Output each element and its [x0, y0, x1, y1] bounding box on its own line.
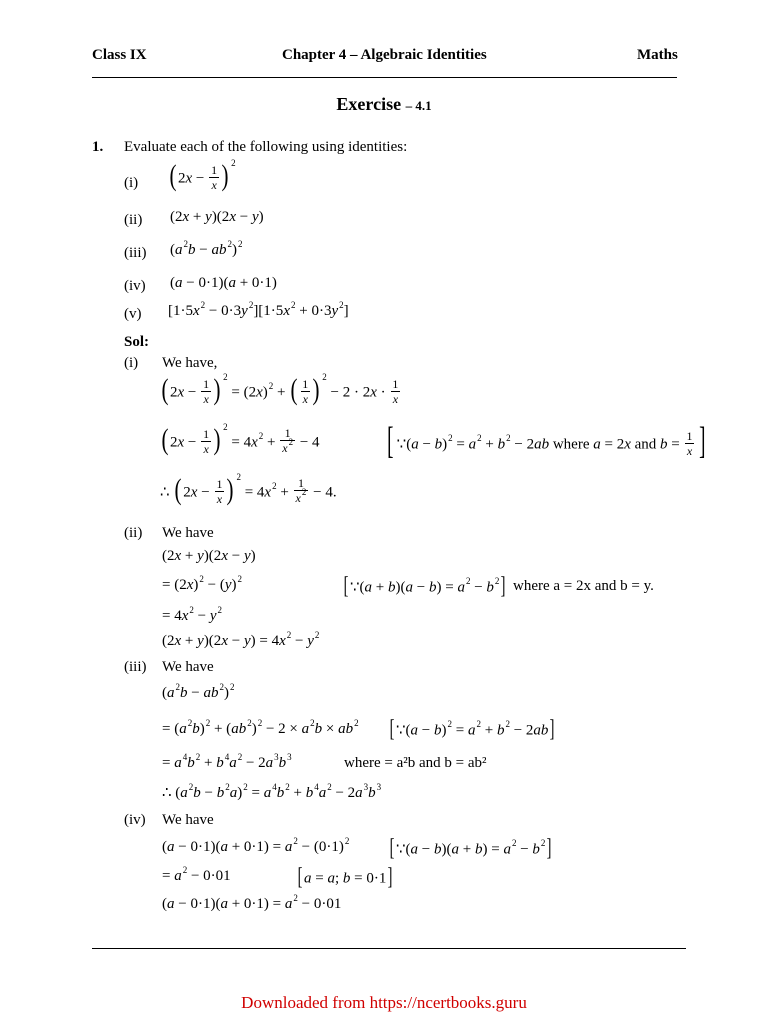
sol-iii-intro: We have	[162, 659, 214, 675]
math-sol-iii-1: $(a^2b - ab^2)^2$	[162, 682, 235, 701]
math-sol-iv-1: $(a - 0\cdot 1)(a + 0\cdot 1) = a^2 - (0\cdot 1)^2$	[162, 836, 350, 855]
math-sol-iii-4: ∴ $(a^2b - b^2a)^2 = a^4b^2 + b^4a^2 - 2a^3b^3$	[162, 782, 382, 801]
math-q-iii: $(a^2b - ab^2)^2$	[170, 239, 243, 258]
math-sol-iv-2: = $a^2 - 0\cdot 01$	[162, 865, 231, 884]
math-sol-ii-3: = $4x^2 - y^2$	[162, 605, 223, 624]
question-number: 1.	[92, 139, 104, 155]
math-identity-i: [ ∵(a − $b)^2 = a^2 + b^2 - 2ab$ where a = 2x and b = $\frac{1}{x}$ ]	[387, 420, 706, 462]
math-sol-ii-1: (2x + y)(2x − y)	[162, 548, 256, 564]
header-class: Class IX	[92, 47, 147, 63]
part-label-ii: (ii)	[124, 212, 143, 228]
header-rule	[92, 77, 677, 78]
header-subject: Maths	[637, 47, 678, 63]
math-identity-iv: [ ∵(a − $b)(a + b) = a^2 - b^2$]	[389, 835, 552, 861]
question-text: Evaluate each of the following using identities:	[124, 139, 408, 155]
footer-rule	[92, 948, 686, 949]
math-sol-i-2: ( 2x − $\frac{1}{x}$ ) $^2 = 4x^2$ + $\frac{1}{x^2}$ − 4	[161, 422, 320, 456]
sol-label: Sol:	[124, 334, 150, 350]
exercise-title-sub: – 4.1	[405, 98, 432, 113]
math-identity-ii: [ ∵(a + $b)(a - b) = a^2 - b^2$]	[343, 573, 506, 599]
math-sol-iv-3: $(a - 0\cdot 1)(a + 0\cdot 1) = a^2 - 0\cdot 01$	[162, 893, 342, 912]
math-sol-i-3: ∴ ( 2x − $\frac{1}{x}$ ) $^2 = 4x^2$ + $\frac{1}{x^2}$ − 4.	[160, 472, 337, 506]
sol-ii-intro: We have	[162, 525, 214, 541]
part-label-v: (v)	[124, 306, 142, 322]
math-sol-i-1: ( 2x − $\frac{1}{x}$ ) $^2 = (2x)^2$ + ( $\frac{1}{x}$ ) $^2$ − 2 · 2x · $\frac{1}{x}$	[161, 372, 399, 406]
math-sol-ii-4: $(2x + y)(2x - y) = 4x^2 - y^2$	[162, 630, 320, 649]
math-sol-iii-3: = $a^4b^2 + b^4a^2 - 2a^3b^3$	[162, 752, 292, 771]
math-q-v: $[1\cdot 5x^2 - 0\cdot 3y^2][1\cdot 5x^2 + 0\cdot 3y^2]$	[168, 300, 349, 319]
sol-iii-note: where = a²b and b = ab²	[344, 755, 487, 771]
math-q-iv: (a − 0·1)(a + 0·1)	[170, 275, 277, 291]
math-identity-iv-sub: [ a = a; b = 0·1]	[297, 864, 393, 890]
math-sol-ii-2: = $(2x)^2 - (y)^2$	[162, 574, 243, 593]
sol-i-label: (i)	[124, 355, 139, 371]
math-sol-iii-2: = $(a^2b)^2 + (ab^2)^2 - 2 \times a^2b \times ab^2$	[162, 718, 359, 737]
sol-iv-intro: We have	[162, 812, 214, 828]
sol-iv-label: (iv)	[124, 812, 146, 828]
header-chapter: Chapter 4 – Algebraic Identities	[282, 47, 487, 63]
sol-ii-note: where a = 2x and b = y.	[513, 578, 654, 594]
footer-download-link[interactable]: Downloaded from https://ncertbooks.guru	[241, 993, 527, 1012]
sol-ii-label: (ii)	[124, 525, 143, 541]
part-label-i: (i)	[124, 175, 139, 191]
math-q-ii: (2x + y)(2x − y)	[170, 209, 264, 225]
math-identity-iii: [ ∵(a − $b)^2 = a^2 + b^2 - 2ab$]	[389, 716, 555, 742]
exercise-title	[0, 95, 768, 113]
sol-iii-label: (iii)	[124, 659, 147, 675]
math-q-i: ( 2x − $\frac{1}{x}$ ) $^2$	[169, 158, 236, 192]
sol-i-intro: We have,	[162, 355, 218, 371]
exercise-title-main: Exercise	[336, 94, 402, 114]
part-label-iii: (iii)	[124, 245, 147, 261]
part-label-iv: (iv)	[124, 278, 146, 294]
